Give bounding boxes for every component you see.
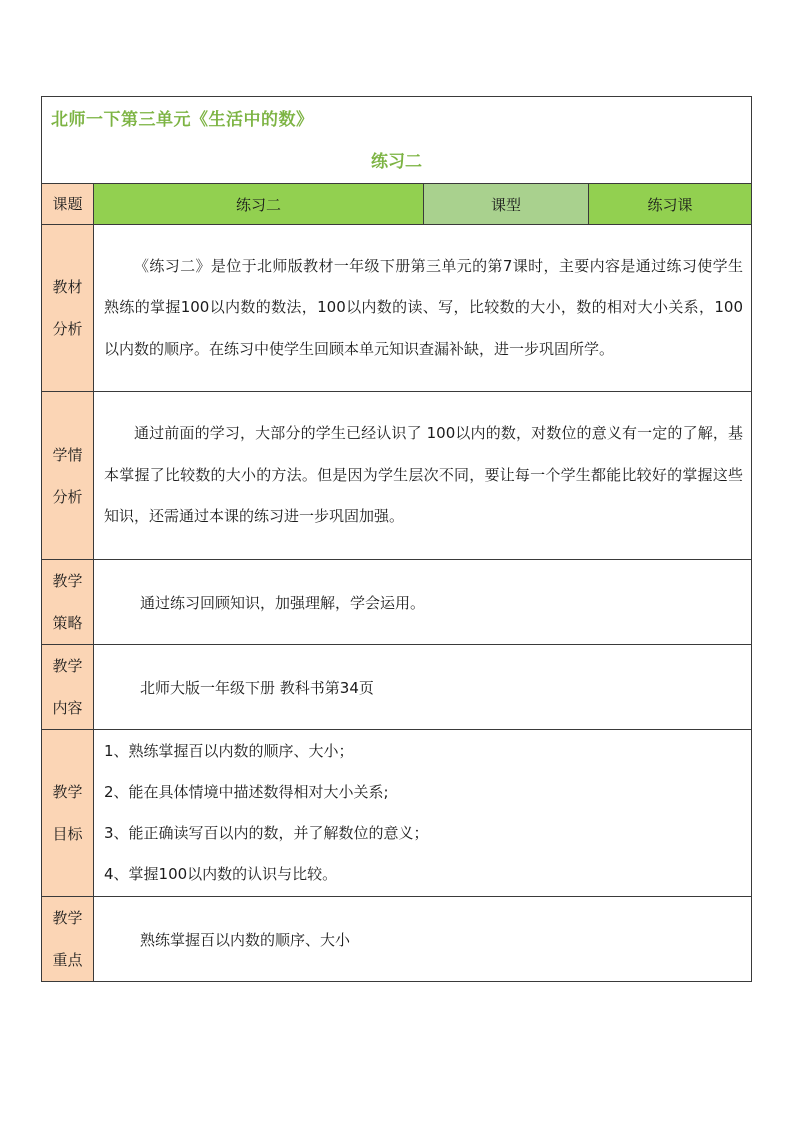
lesson-info-row (42, 184, 752, 225)
goals-label (42, 730, 94, 897)
label-line: 教学 (52, 657, 83, 675)
label-line: 教学 (52, 909, 83, 927)
student-analysis-label (42, 392, 94, 560)
label-line: 分析 (52, 487, 83, 506)
label-line: 目标 (52, 825, 83, 843)
content-text: 北师大版一年级下册 教科书第34页 (94, 645, 752, 730)
header-cell (42, 97, 752, 184)
type-label: 课型 (424, 184, 589, 225)
key-points-label (42, 897, 94, 982)
content-row (42, 645, 752, 730)
label-line: 内容 (52, 699, 83, 717)
strategy-label (42, 560, 94, 645)
header-row (42, 97, 752, 184)
goals-list (94, 730, 752, 897)
label-line: 策略 (52, 614, 83, 632)
student-analysis-text: 通过前面的学习，大部分的学生已经认识了 100以内的数，对数位的意义有一定的了解，基本掌握了比较数的大小的方法。但是因为学生层次不同，要让每一个学生都能比较好的掌握这些知识，还需通过本课的练习进一步巩固加强。 (94, 392, 752, 560)
textbook-analysis-label (42, 225, 94, 392)
strategy-text: 通过练习回顾知识，加强理解，学会运用。 (94, 560, 752, 645)
goal-item: 2、能在具体情境中描述数得相对大小关系; (104, 783, 389, 801)
lesson-plan-sheet (41, 96, 751, 982)
label-line: 学情 (52, 445, 83, 464)
goal-item: 1、熟练掌握百以内数的顺序、大小； (104, 742, 354, 760)
topic-value: 练习二 (94, 184, 424, 225)
textbook-analysis-row (42, 225, 752, 392)
goals-row (42, 730, 752, 897)
student-analysis-row (42, 392, 752, 560)
document-subtitle: 练习二 (371, 152, 422, 172)
goal-item: 4、掌握100以内数的认识与比较。 (104, 865, 338, 883)
document-title: 北师一下第三单元《生活中的数》 (51, 110, 314, 130)
lesson-plan-table (41, 96, 752, 982)
label-line: 重点 (52, 951, 83, 969)
content-label (42, 645, 94, 730)
label-line: 教学 (52, 783, 83, 801)
label-line: 教材 (52, 278, 83, 296)
key-points-text: 熟练掌握百以内数的顺序、大小 (94, 897, 752, 982)
label-line: 教学 (52, 572, 83, 590)
textbook-analysis-text: 《练习二》是位于北师版教材一年级下册第三单元的第7课时，主要内容是通过练习使学生熟练的掌握100以内数的数法，100以内数的读、写，比较数的大小，数的相对大小关系，100以内数的顺序。在练习中使学生回顾本单元知识查漏补缺，进一步巩固所学。 (94, 225, 752, 392)
type-value: 练习课 (589, 184, 752, 225)
key-points-row (42, 897, 752, 982)
goal-item: 3、能正确读写百以内的数，并了解数位的意义； (104, 824, 429, 842)
strategy-row (42, 560, 752, 645)
label-line: 分析 (52, 320, 83, 338)
topic-label: 课题 (42, 184, 94, 225)
